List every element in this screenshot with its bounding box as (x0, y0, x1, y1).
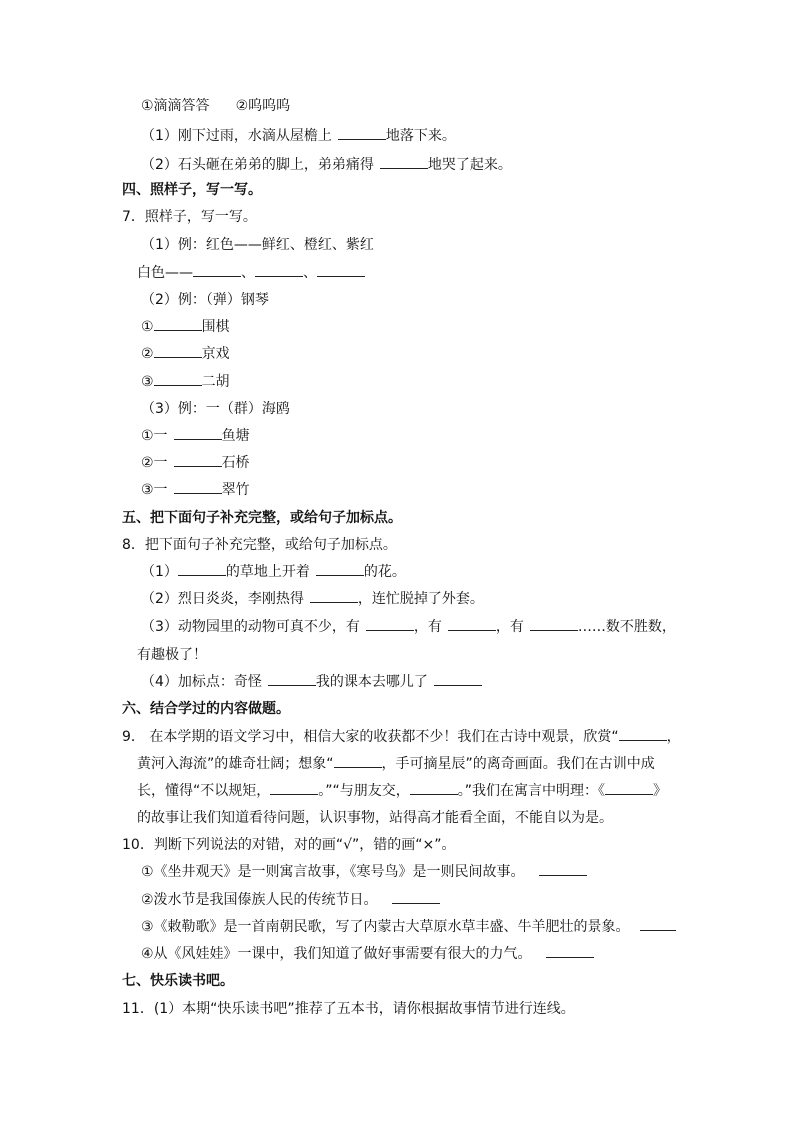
option-1: ①滴滴答答 (141, 98, 210, 114)
answer-blank[interactable] (178, 562, 226, 576)
answer-blank[interactable] (193, 263, 241, 277)
q6-item-2: （2）石头砸在弟弟的脚上，弟弟痛得 地哭了起来。 (141, 157, 512, 173)
q7-2-item: ② 京戏 (141, 346, 230, 362)
answer-blank[interactable] (605, 781, 653, 795)
section-4-heading: 四、照样子，写一写。 (122, 182, 262, 198)
answer-blank[interactable] (316, 562, 364, 576)
q7-3-item: ②一 石桥 (141, 455, 250, 471)
q6-item-1: （1）刚下过雨，水滴从屋檐上 地落下来。 (141, 128, 456, 144)
answer-blank[interactable] (410, 781, 458, 795)
answer-blank[interactable] (392, 890, 440, 904)
answer-blank[interactable] (268, 672, 316, 686)
q8-item-3: （3）动物园里的动物可真不少，有 ，有 ，有 ……数不胜数， (141, 619, 676, 635)
answer-blank[interactable] (530, 617, 578, 631)
answer-blank[interactable] (334, 754, 382, 768)
answer-blank[interactable] (640, 917, 676, 931)
answer-blank[interactable] (174, 453, 222, 467)
answer-blank[interactable] (366, 617, 414, 631)
q10-item-1: ①《坐井观天》是一则寓言故事，《寒号鸟》是一则民间故事。 (141, 862, 587, 882)
answer-blank[interactable] (448, 617, 496, 631)
answer-blank[interactable] (154, 372, 202, 386)
q7-example-1: （1）例：红色——鲜红、橙红、紫红 (141, 237, 374, 253)
q8-item-1: （1） 的草地上开着 的花。 (141, 564, 406, 580)
answer-blank[interactable] (546, 944, 594, 958)
question-11: 11．(1）本期“快乐读书吧”推荐了五本书，请你根据故事情节进行连线。 (122, 1001, 575, 1017)
section-5-heading: 五、把下面句子补充完整，或给句子加标点。 (122, 510, 402, 526)
q7-3-item: ①一 鱼塘 (141, 428, 250, 444)
option-2: ②呜呜呜 (235, 98, 291, 114)
q7-2-item: ③ 二胡 (141, 374, 230, 390)
answer-blank[interactable] (310, 589, 358, 603)
answer-blank[interactable] (539, 862, 587, 876)
q7-3-item: ③一 翠竹 (141, 482, 250, 498)
question-9-line-4: 的故事让我们知道看待问题，认识事物，站得高才能看全面，不能自以为是。 (137, 810, 613, 826)
q7-answer-1: 白色—— 、 、 (137, 263, 365, 283)
q8-item-4: （4）加标点：奇怪 我的课本去哪儿了 (141, 672, 482, 692)
question-9-line-1: 9． 在本学期的语文学习中，相信大家的收获都不少！我们在古诗中观景，欣赏“ ， (122, 729, 681, 745)
q10-item-4: ④从《风娃娃》一课中，我们知道了做好事需要有很大的力气。 (141, 944, 594, 964)
question-9-line-2: 黄河入海流”的雄奇壮阔；想象“ ，手可摘星辰”的离奇画面。我们在古训中成 (137, 756, 655, 772)
section-7-heading: 七、快乐读书吧。 (122, 973, 234, 989)
q10-item-3: ③《敕勒歌》是一首南朝民歌，写了内蒙古大草原水草丰盛、牛羊肥壮的景象。 (141, 917, 676, 937)
answer-blank[interactable] (174, 426, 222, 440)
options-line (141, 96, 290, 116)
answer-blank[interactable] (434, 672, 482, 686)
answer-blank[interactable] (270, 781, 318, 795)
question-8: 8．把下面句子补充完整，或给句子加标点。 (122, 537, 397, 553)
answer-blank[interactable] (619, 727, 667, 741)
q8-item-2: （2）烈日炎炎，李刚热得 ，连忙脱掉了外套。 (141, 591, 484, 607)
question-10: 10．判断下列说法的对错，对的画“√”，错的画“×”。 (122, 837, 456, 853)
q8-item-3-cont: 有趣极了！ (137, 647, 207, 663)
question-7: 7．照样子，写一写。 (122, 209, 257, 225)
answer-blank[interactable] (154, 344, 202, 358)
answer-blank[interactable] (317, 263, 365, 277)
q7-example-3: （3）例：一（群）海鸥 (141, 401, 290, 417)
question-9-line-3: 长，懂得“不以规矩， 。”“与朋友交， 。”我们在寓言中明理：《 》 (137, 783, 668, 799)
answer-blank[interactable] (154, 317, 202, 331)
q7-example-2: （2）例：（弹）钢琴 (141, 292, 269, 308)
answer-blank[interactable] (255, 263, 303, 277)
answer-blank[interactable] (338, 126, 386, 140)
answer-blank[interactable] (380, 155, 428, 169)
q10-item-2: ②泼水节是我国傣族人民的传统节日。 (141, 890, 440, 910)
answer-blank[interactable] (174, 480, 222, 494)
q7-2-item: ① 围棋 (141, 319, 230, 335)
section-6-heading: 六、结合学过的内容做题。 (122, 701, 290, 717)
